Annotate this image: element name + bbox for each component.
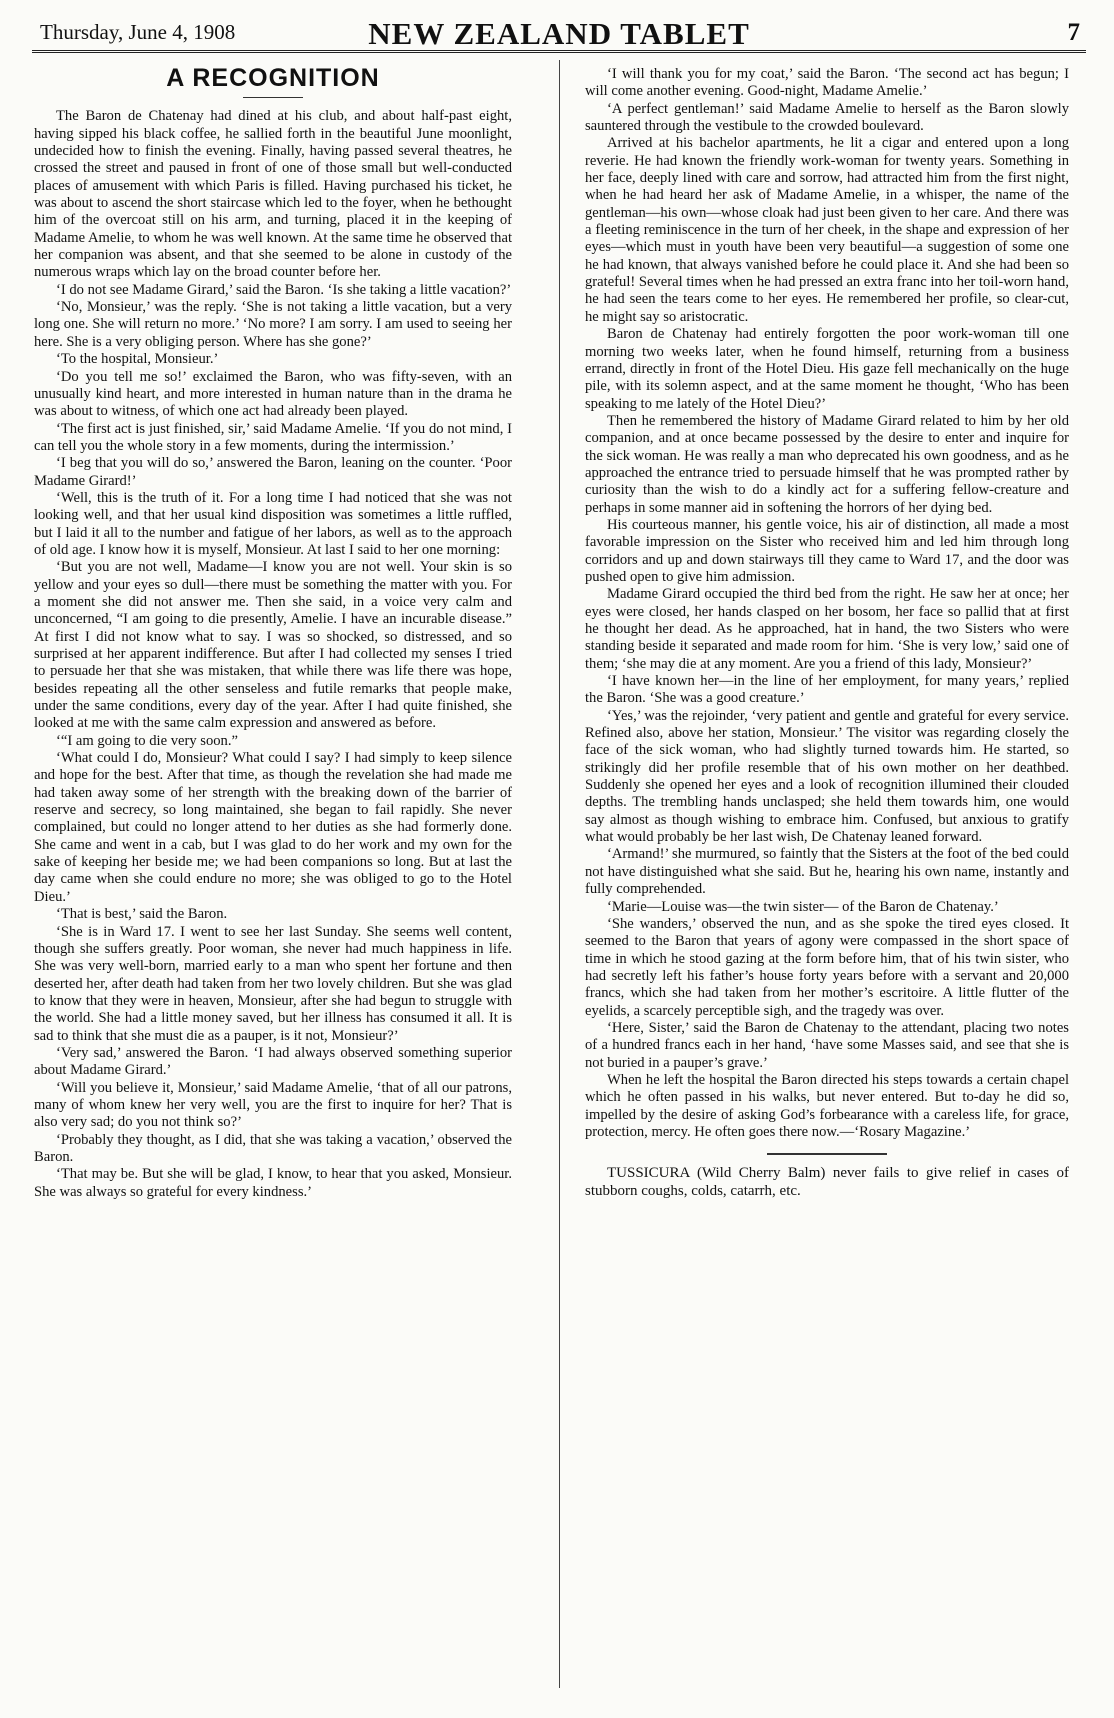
paragraph: ‘What could I do, Monsieur? What could I say? I had simply to keep silence and hope for the best. After that time, as though the revelation she had made me had taken away some of her strength with the breaking down of the barrier of reserve and secrecy, so long maintained, she began to fail rapidly. She never complained, but could no longer attend to her duties as she had formerly done. She came and went in a cab, but I was glad to do her work and my own for the sake of keeping her beside me; we had been companions so long. But at last the day came when she could endure no more; she was obliged to go to the Hotel Dieu.’ — [34, 750, 512, 905]
paragraph: ‘The first act is just finished, sir,’ said Madame Amelie. ‘If you do not mind, I can tell you the whole story in a few moments, during the intermission.’ — [34, 420, 512, 454]
paragraph: When he left the hospital the Baron directed his steps towards a certain chapel which he often passed in his walks, but never entered. But to-day he did so, impelled by the desire of asking God’s forbearance with a careless life, for grace, protection, mercy. He often goes there now.—‘Rosary Magazine.’ — [585, 1071, 1069, 1140]
paragraph: ‘I beg that you will do so,’ answered the Baron, leaning on the counter. ‘Poor Madame Girard!’ — [34, 455, 512, 489]
paragraph: His courteous manner, his gentle voice, his air of distinction, all made a most favorable impression on the Sister who received him and led him through long corridors and up and down stairways till they came to Ward 17, and the door was pushed open to give him admission. — [585, 516, 1069, 585]
section-separator — [767, 1153, 887, 1155]
paragraph: ‘She is in Ward 17. I went to see her last Sunday. She seems well content, though she suffers greatly. Poor woman, she never had much happiness in life. She was very well-born, married early to a man who spent her fortune and then deserted her, after death had taken from her two lovely children. But she was glad to know that they were in heaven, Monsieur, after she had begun to struggle with the world. She had a little money saved, but her illness has consumed it all. It is sad to think that she must die as a pauper, is it not, Monsieur?’ — [34, 923, 512, 1044]
paragraph: Arrived at his bachelor apartments, he lit a cigar and entered upon a long reverie. He had known the friendly work-woman for twenty years. Something in her face, deeply lined with care and sorrow, had attracted him from the first night, when he had heard her ask of Madame Amelie, in a whisper, the name of the gentleman—his own—whose cloak had just been given to her care. And there was a fleeting reminiscence in the turn of her cheek, in the shape and expression of her eyes—which must in youth have been very beautiful—a suggestion of some one he had known, that always vanished before he could place it. And she had been so grateful! Several times when he had pressed an extra franc into her toil-worn hand, he had seen the tears come to her eyes. He remembered her profile, so clear-cut, he might say so aristocratic. — [585, 135, 1069, 325]
paragraph: ‘No, Monsieur,’ was the reply. ‘She is not taking a little vacation, but a very long one. She will return no more.’ ‘No more? I am sorry. I am used to seeing her here. She is a very obliging person. Where has she gone?’ — [34, 299, 512, 350]
paragraph: ‘A perfect gentleman!’ said Madame Amelie to herself as the Baron slowly sauntered through the vestibule to the crowded boulevard. — [585, 100, 1069, 135]
paragraph: ‘She wanders,’ observed the nun, and as she spoke the tired eyes closed. It seemed to the Baron that years of agony were compassed in the short space of time in which he stood gazing at the form before him, that of his twin sister, who had secretly left his father’s house forty years before with a servant and 20,000 francs, which she had taken from her mother’s escritoire. A little flutter of the eyelids, a scarcely perceptible sigh, and the tragedy was over. — [585, 915, 1069, 1019]
issue-date: Thursday, June 4, 1908 — [40, 20, 236, 44]
column-right — [585, 66, 1069, 1200]
article-title: A RECOGNITION — [166, 64, 380, 92]
paragraph: ‘But you are not well, Madame—I know you are not well. Your skin is so yellow and your eyes so dull—there must be something the matter with you. For a moment she did not answer me. Then she said, in a voice very calm and unconcerned, “I am going to die presently, Amelie. I have an incurable disease.” At first I did not know what to say. I was so shocked, so distressed, and so surprised at her apparent indifference. But after I had collected my senses I tried to persuade her that she was mistaken, that while there was life there was hope, besides repeating all the other senseless and futile remarks that people make, under the same conditions, every day of the year. After I had quite finished, she looked at me with the same calm expression and answered as before. — [34, 559, 512, 732]
paragraph: Then he remembered the history of Madame Girard related to him by her old companion, and at once became possessed by the desire to enter and inquire for the sick woman. He was really a man who deprecated his own goodness, and as he approached the entrance tried to persuade himself that he was prompted rather by curiosity than the wish to do a kindly act for a suffering fellow-creature and perhaps in some manner aid in softening the horrors of her dying bed. — [585, 412, 1069, 516]
paragraph: ‘To the hospital, Monsieur.’ — [56, 351, 219, 368]
paragraph: ‘Well, this is the truth of it. For a long time I had noticed that she was not looking well, and that her usual kind disposition was sometimes a little ruffled, but I laid it all to the number and fatigue of her labors, as well as to the approach of old age. I know how it is myself, Monsieur. At last I said to her one morning: — [34, 489, 512, 558]
paragraph: ‘Armand!’ she murmured, so faintly that the Sisters at the foot of the bed could not have distinguished what she said. But he, hearing his own name, instantly and fully comprehended. — [585, 846, 1069, 898]
paragraph: ‘I will thank you for my coat,’ said the Baron. ‘The second act has begun; I will come another evening. Good-night, Madame Amelie.’ — [585, 66, 1069, 100]
paragraph: ‘“I am going to die very soon.” — [56, 732, 238, 749]
column-divider — [559, 60, 560, 1688]
page-number: 7 — [1067, 19, 1080, 46]
paragraph: ‘Yes,’ was the rejoinder, ‘very patient and gentle and grateful for every service. Refined also, above her station, Monsieur.’ The visitor was regarding closely the face of the sick woman, who had slightly turned towards him. He started, so strikingly did her profile resemble that of his own mother on her deathbed. Suddenly she opened her eyes and a look of recognition illumined their clouded depths. The trembling hands unclasped; she held them towards him, one would say almost as though wishing to embrace him. Confused, but anxious to gratify what would probably be her last wish, De Chatenay leaned forward. — [585, 707, 1069, 846]
paragraph: ‘I do not see Madame Girard,’ said the Baron. ‘Is she taking a little vacation?’ — [56, 281, 512, 298]
masthead — [32, 10, 1086, 53]
paragraph: ‘Will you believe it, Monsieur,’ said Madame Amelie, ‘that of all our patrons, many of whom knew her very well, you are the first to inquire for her? That is also very sad; do you not think so?’ — [34, 1079, 512, 1131]
column-left — [34, 66, 512, 1201]
newspaper-title: NEW ZEALAND TABLET — [368, 16, 750, 51]
paragraph: ‘Very sad,’ answered the Baron. ‘I had always observed something superior about Madame Girard.’ — [34, 1044, 512, 1079]
paragraph: Madame Girard occupied the third bed from the right. He saw her at once; her eyes were closed, her hands clasped on her bosom, her face so pallid that at first he thought her dead. As he approached, hat in hand, the two Sisters who were standing beside it separated and made room for him. ‘She is very low,’ said one of them; ‘she may die at any moment. Are you a friend of this lady, Monsieur?’ — [585, 586, 1069, 672]
paragraph: ‘I have known her—in the line of her employment, for many years,’ replied the Baron. ‘She was a good creature.’ — [585, 673, 1069, 707]
paragraph: ‘Marie—Louise was—the twin sister— of the Baron de Chatenay.’ — [607, 898, 999, 915]
paragraph: ‘Probably they thought, as I did, that she was taking a vacation,’ observed the Baron. — [34, 1131, 512, 1165]
paragraph: ‘Here, Sister,’ said the Baron de Chatenay to the attendant, placing two notes of a hundred francs each in her hand, ‘have some Masses said, and see that she is not buried in a pauper’s grave.’ — [585, 1019, 1069, 1071]
paragraph: ‘That may be. But she will be glad, I know, to hear that you asked, Monsieur. She was always so grateful for every kindness.’ — [34, 1166, 512, 1200]
advertisement: TUSSICURA (Wild Cherry Balm) never fails to give relief in cases of stubborn coughs, colds, catarrh, etc. — [585, 1165, 1069, 1199]
title-rule — [243, 97, 303, 98]
paragraph: The Baron de Chatenay had dined at his club, and about half-past eight, having sipped his black coffee, he sallied forth in the beautiful June moonlight, undecided how to finish the evening. Finally, having passed several theatres, he crossed the street and paused in front of one of those small but well-conducted places of amusement with which Paris is filled. Having purchased his ticket, he was about to ascend the short staircase which led to the foyer, when he bethought him of the overcoat still on his arm, and turning, placed it in the keeping of Madame Amelie, to whom he was well known. At the same time he observed that her companion was absent, and that she seemed to be alone in custody of the numerous wraps which lay on the broad counter before her. — [34, 108, 512, 281]
paragraph: ‘That is best,’ said the Baron. — [56, 906, 228, 923]
paragraph: ‘Do you tell me so!’ exclaimed the Baron, who was fifty-seven, with an unusually kind heart, and more interested in human nature than in the drama he was about to witness, of which one act had already been played. — [34, 368, 512, 420]
paragraph: Baron de Chatenay had entirely forgotten the poor work-woman till one morning two weeks later, when he found himself, returning from a business errand, directly in front of the Hotel Dieu. His gaze fell mechanically on the huge pile, with its solemn aspect, and at the same moment he thought, ‘Who has been speaking to me lately of the Hotel Dieu?’ — [585, 326, 1069, 412]
